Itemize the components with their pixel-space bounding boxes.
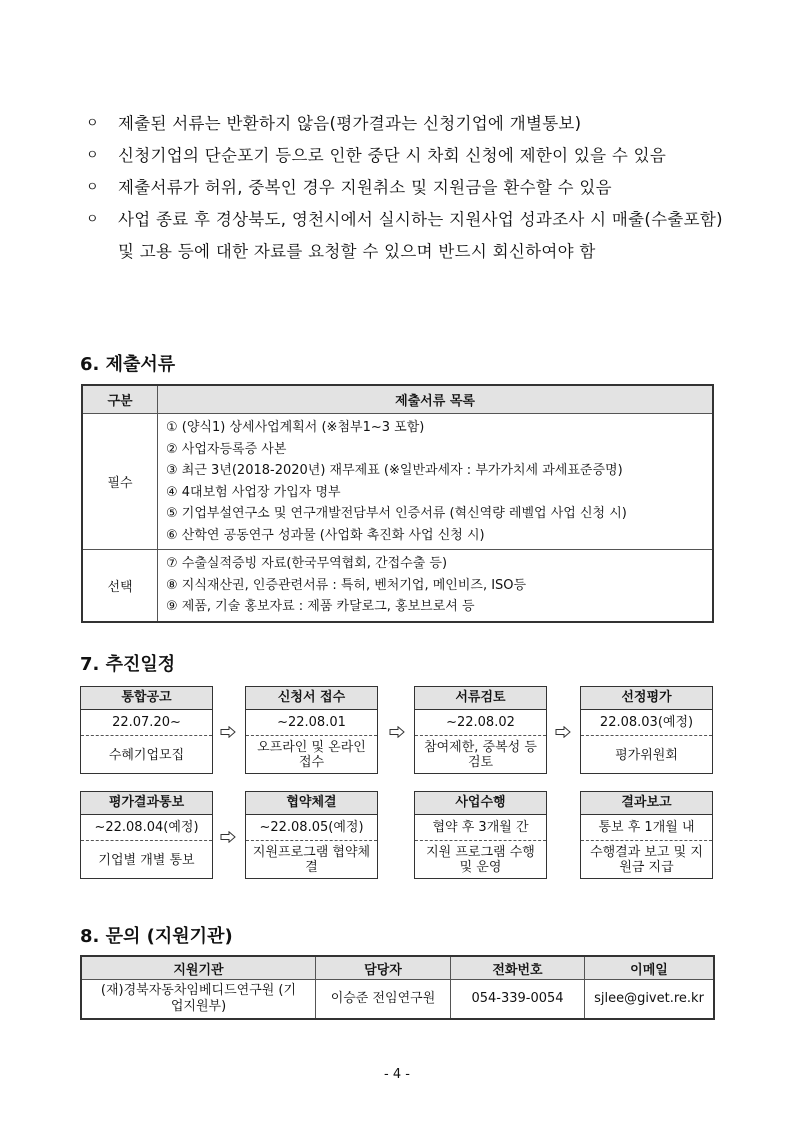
column-header-person: 담당자	[316, 956, 451, 980]
step-title: 사업수행	[415, 792, 546, 815]
doc-item: ⑧ 지식재산권, 인증관련서류 : 특허, 벤처기업, 메인비즈, ISO등	[166, 577, 527, 593]
doc-item: ② 사업자등록증 사본	[166, 441, 287, 457]
schedule-step	[80, 686, 213, 774]
doc-item: ③ 최근 3년(2018-2020년) 재무제표 (※일반과세자 : 부가가치세 과세표준증명)	[166, 463, 623, 478]
step-description: 지원프로그램 협약체결	[252, 845, 371, 875]
doc-item: ⑥ 산학연 공동연구 성과물 (사업화 촉진화 사업 신청 시)	[166, 527, 485, 543]
category-optional: 선택	[82, 550, 158, 622]
arrow-right-icon	[220, 831, 236, 843]
step-description: 참여제한, 중복성 등 검토	[424, 740, 537, 770]
step-date: ~22.08.04(예정)	[81, 815, 212, 841]
phone-number: 054-339-0054	[451, 980, 585, 1020]
arrow-right-icon	[220, 726, 236, 738]
schedule-step	[414, 686, 547, 774]
table-header-row	[82, 385, 713, 414]
doc-item: ⑨ 제품, 기술 홍보자료 : 제품 카달로그, 홍보브로셔 등	[166, 599, 475, 614]
step-title: 선정평가	[581, 687, 712, 710]
column-header-category: 구분	[82, 385, 158, 414]
bullet-item	[80, 204, 730, 268]
step-title: 신청서 접수	[246, 687, 377, 710]
doc-item: ⑦ 수출실적증빙 자료(한국무역협회, 간접수출 등)	[166, 556, 448, 571]
agency-name: (재)경북자동차임베디드연구원 (기업지원부)	[81, 980, 316, 1020]
doc-item: ① (양식1) 상세사업계획서 (※첨부1~3 포함)	[166, 420, 425, 435]
column-header-list: 제출서류 목록	[158, 385, 714, 414]
step-title: 서류검토	[415, 687, 546, 710]
bullet-text: 제출된 서류는 반환하지 않음(평가결과는 신청기업에 개별통보)	[118, 114, 582, 133]
schedule-step	[580, 686, 713, 774]
bullet-mark: ㅇ	[86, 148, 99, 163]
step-description: 지원 프로그램 수행 및 운영	[426, 845, 535, 875]
step-description: 오프라인 및 온라인 접수	[257, 740, 366, 770]
step-title: 통합공고	[81, 687, 212, 710]
arrow-right-icon	[555, 726, 571, 738]
section-8-title: 8. 문의 (지원기관)	[80, 926, 233, 947]
step-date: 협약 후 3개월 간	[415, 815, 546, 841]
schedule-step	[80, 791, 213, 879]
notice-bullets	[80, 108, 730, 268]
step-title: 협약체결	[246, 792, 377, 815]
bullet-mark: ㅇ	[86, 116, 99, 131]
step-date: ~22.08.02	[415, 710, 546, 736]
step-description: 평가위원회	[615, 747, 678, 763]
step-date: 22.08.03(예정)	[581, 710, 712, 736]
schedule-step	[414, 791, 547, 879]
column-header-agency: 지원기관	[81, 956, 316, 980]
contact-person: 이승준 전임연구원	[316, 980, 451, 1020]
table-header-row	[81, 956, 714, 980]
column-header-email: 이메일	[585, 956, 715, 980]
bullet-item	[80, 172, 730, 204]
step-description: 수행결과 보고 및 지원금 지급	[590, 845, 703, 875]
schedule-step	[245, 686, 378, 774]
doc-item: ④ 4대보험 사업장 가입자 명부	[166, 484, 341, 500]
documents-table	[81, 384, 714, 623]
schedule-step	[580, 791, 713, 879]
bullet-mark: ㅇ	[86, 180, 99, 195]
step-date: ~22.08.01	[246, 710, 377, 736]
category-required: 필수	[82, 414, 158, 550]
step-title: 결과보고	[581, 792, 712, 815]
step-date: 통보 후 1개월 내	[581, 815, 712, 841]
table-row	[81, 980, 714, 1020]
step-title: 평가결과통보	[81, 792, 212, 815]
arrow-right-icon	[389, 726, 405, 738]
step-description: 수혜기업모집	[108, 747, 185, 763]
bullet-text: 신청기업의 단순포기 등으로 인한 중단 시 차회 신청에 제한이 있을 수 있음	[118, 146, 667, 165]
bullet-item	[80, 140, 730, 172]
bullet-text: 사업 종료 후 경상북도, 영천시에서 실시하는 지원사업 성과조사 시 매출(수출포함) 및 고용 등에 대한 자료를 요청할 수 있으며 반드시 회신하여야 함	[118, 210, 723, 261]
section-7-title: 7. 추진일정	[80, 654, 176, 675]
doc-item: ⑤ 기업부설연구소 및 연구개발전담부서 인증서류 (혁신역량 레벨업 사업 신청 시)	[166, 506, 627, 521]
step-date: 22.07.20~	[81, 710, 212, 736]
required-doc-list	[158, 414, 714, 550]
contact-table	[80, 955, 715, 1020]
optional-doc-list	[158, 550, 714, 622]
bullet-mark: ㅇ	[86, 212, 99, 227]
bullet-item	[80, 108, 730, 140]
table-row	[82, 414, 713, 550]
section-6-title: 6. 제출서류	[80, 354, 176, 375]
schedule-step	[245, 791, 378, 879]
table-row	[82, 550, 713, 622]
step-date: ~22.08.05(예정)	[246, 815, 377, 841]
bullet-text: 제출서류가 허위, 중복인 경우 지원취소 및 지원금을 환수할 수 있음	[118, 178, 612, 197]
email-address: sjlee@givet.re.kr	[585, 980, 715, 1020]
step-description: 기업별 개별 통보	[98, 852, 195, 868]
page-number: - 4 -	[384, 1067, 410, 1082]
column-header-phone: 전화번호	[451, 956, 585, 980]
